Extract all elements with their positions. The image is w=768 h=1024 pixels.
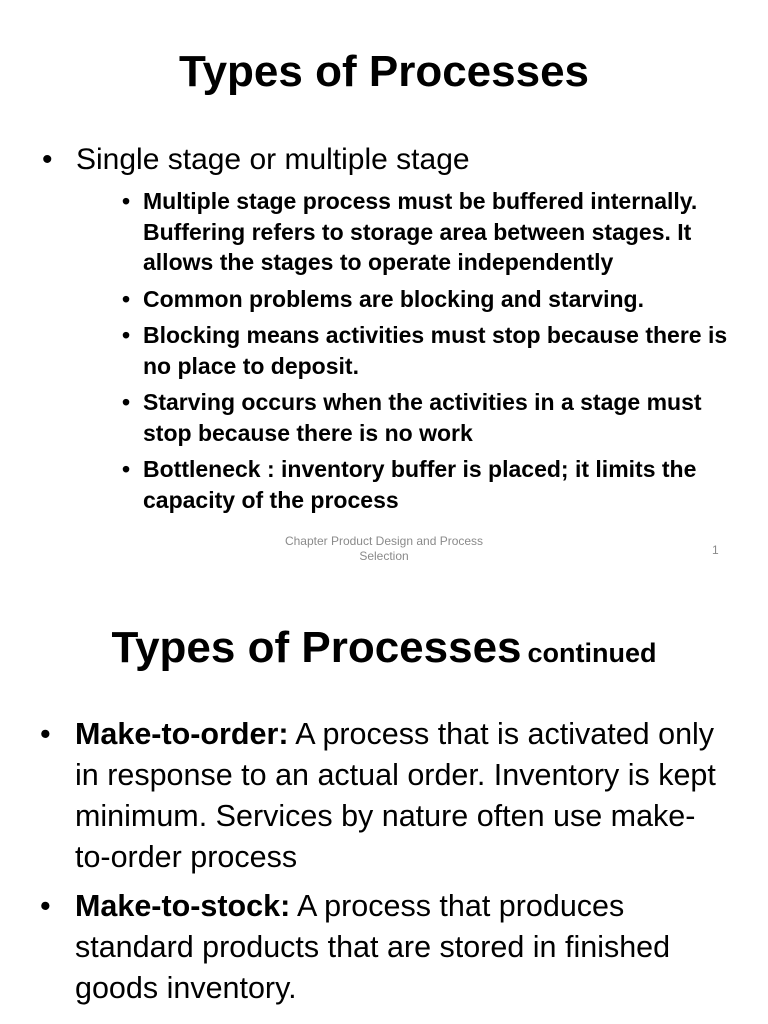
bullet-marker: •: [122, 322, 131, 348]
slide-title-text: Types of Processes: [111, 623, 522, 672]
page-number: 1: [712, 543, 719, 557]
bullet-text: A process that is activated only in response to an actual order. Inventory is kept minimum. Services by nature often use make-to-order process: [75, 717, 716, 874]
bullet-term: Make-to-order:: [75, 717, 289, 751]
sub-bullet-text: Common problems are blocking and starving.: [143, 285, 644, 312]
bullet-marker: •: [40, 889, 51, 923]
bullet-marker: •: [122, 389, 131, 415]
sub-bullet-text: Multiple stage process must be buffered internally. Buffering refers to storage area between stages. It allows the stages to operate independently: [143, 188, 698, 275]
sub-bullet-item: [122, 454, 730, 515]
slide-footer: [234, 534, 534, 564]
sub-bullet-item: [122, 284, 730, 315]
sub-bullet-item: [122, 320, 730, 381]
bullet-list: [40, 714, 730, 1017]
footer-line: Chapter Product Design and Process: [284, 534, 484, 548]
slide-title: Types of Processes: [178, 47, 590, 96]
main-bullet: [42, 136, 470, 184]
bullet-item: [40, 714, 730, 878]
main-bullet-text: Single stage or multiple stage: [76, 143, 470, 176]
bullet-item: [40, 886, 730, 1009]
bullet-marker: •: [122, 188, 131, 214]
title-suffix: continued: [527, 638, 657, 668]
bullet-marker: •: [122, 285, 131, 312]
footer-line: Selection: [359, 549, 409, 563]
sub-bullet-item: [122, 387, 730, 448]
sub-bullet-text: Starving occurs when the activities in a stage must stop because there is no work: [143, 389, 702, 446]
bullet-term: Make-to-stock:: [75, 889, 291, 923]
bullet-marker: •: [40, 717, 51, 751]
sub-bullet-item: [122, 186, 730, 278]
bullet-marker: •: [122, 456, 131, 482]
bullet-text: A process that produces standard products that are stored in finished goods inventory.: [75, 889, 671, 1005]
sub-bullet-list: [122, 186, 730, 521]
sub-bullet-text: Bottleneck : inventory buffer is placed; it limits the capacity of the process: [143, 456, 697, 513]
slide-2: [0, 580, 768, 1024]
bullet-marker: •: [42, 143, 53, 176]
slide-title: [0, 618, 768, 683]
sub-bullet-text: Blocking means activities must stop because there is no place to deposit.: [143, 322, 728, 379]
